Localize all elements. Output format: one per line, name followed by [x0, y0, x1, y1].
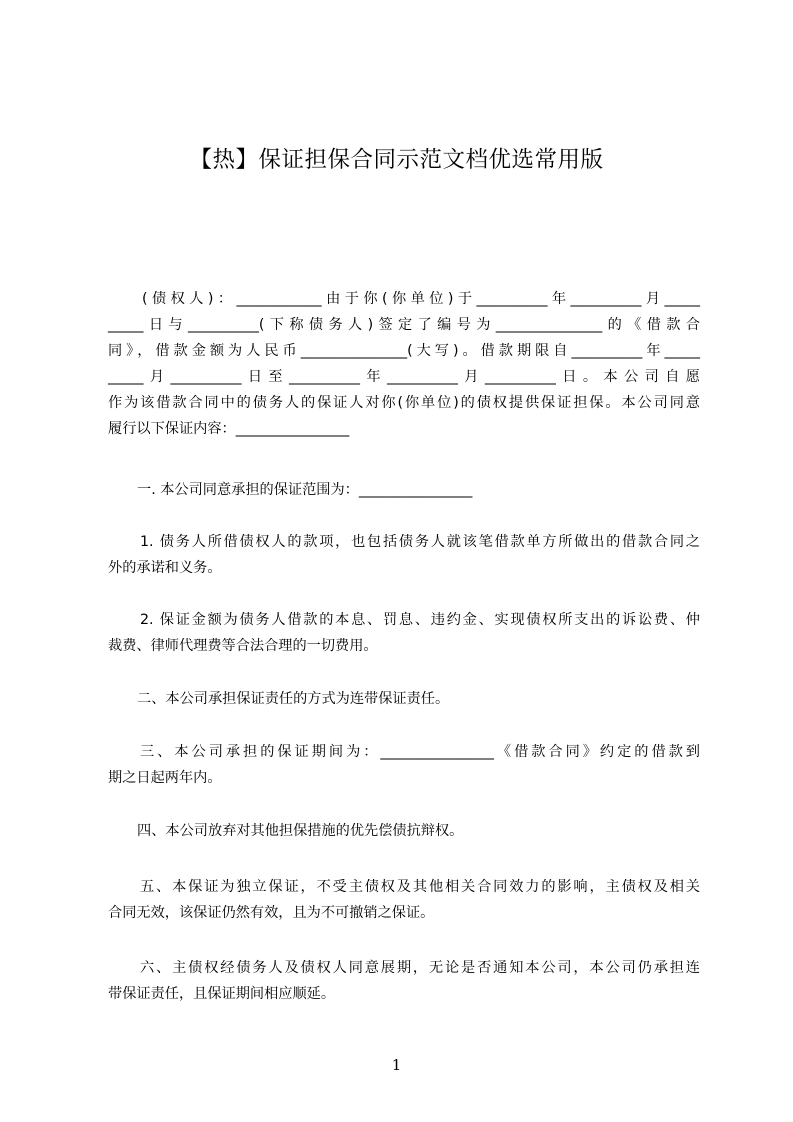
intro-paragraph: [108, 286, 700, 442]
clause-5-paragraph: [108, 874, 700, 926]
clause-2: 二、本公司承担保证责任的方式为连带保证责任。: [137, 691, 450, 707]
item-1-paragraph: [108, 529, 700, 581]
clause-5-line: 合同无效，该保证仍然有效，且为不可撤销之保证。: [108, 905, 435, 921]
intro-line: 履行以下保证内容：________________: [108, 421, 350, 437]
intro-line: _____月__________日至__________年__________月__________日。本公司自愿: [108, 369, 700, 385]
clause-5-line: 五、本保证为独立保证，不受主债权及其他相关合同效力的影响，主债权及相关: [140, 879, 700, 895]
item-2-paragraph: [108, 607, 700, 659]
item-1-line: 外的承诺和义务。: [108, 560, 222, 576]
clause-4: 四、本公司放弃对其他担保措施的优先偿债抗辩权。: [137, 823, 464, 839]
intro-line: (债权人)：____________由于你(你单位)于__________年__________月_____: [142, 291, 700, 307]
clause-6-line: 带保证责任，且保证期间相应顺延。: [108, 986, 336, 1002]
intro-line: 作为该借款合同中的债务人的保证人对你(你单位)的债权提供保证担保。本公司同意: [108, 395, 700, 411]
intro-line: _____日与__________(下称债务人)签定了编号为_______________的《借款合: [108, 317, 700, 333]
item-2-line: 裁费、律师代理费等合法合理的一切费用。: [108, 638, 378, 654]
intro-line: 同》，借款金额为人民币_______________(大写)。借款期限自__________年_____: [108, 343, 700, 359]
clause-3-line: 三、本公司承担的保证期间为：________________《借款合同》约定的借款到: [140, 744, 700, 760]
document-title: 【热】保证担保合同示范文档优选常用版: [189, 147, 604, 173]
clause-6-paragraph: [108, 955, 700, 1007]
clause-1: 一. 本公司同意承担的保证范围为：________________: [137, 482, 473, 498]
item-2-line: 2. 保证金额为债务人借款的本息、罚息、违约金、实现债权所支出的诉讼费、仲: [140, 612, 700, 628]
item-1-line: 1. 债务人所借债权人的款项，也包括债务人就该笔借款单方所做出的借款合同之: [140, 534, 700, 550]
clause-3-paragraph: [108, 739, 700, 791]
page-number: 1: [391, 1056, 402, 1074]
clause-6-line: 六、主债权经债务人及债权人同意展期，无论是否通知本公司，本公司仍承担连: [140, 960, 700, 976]
clause-3-line: 期之日起两年内。: [108, 770, 222, 786]
